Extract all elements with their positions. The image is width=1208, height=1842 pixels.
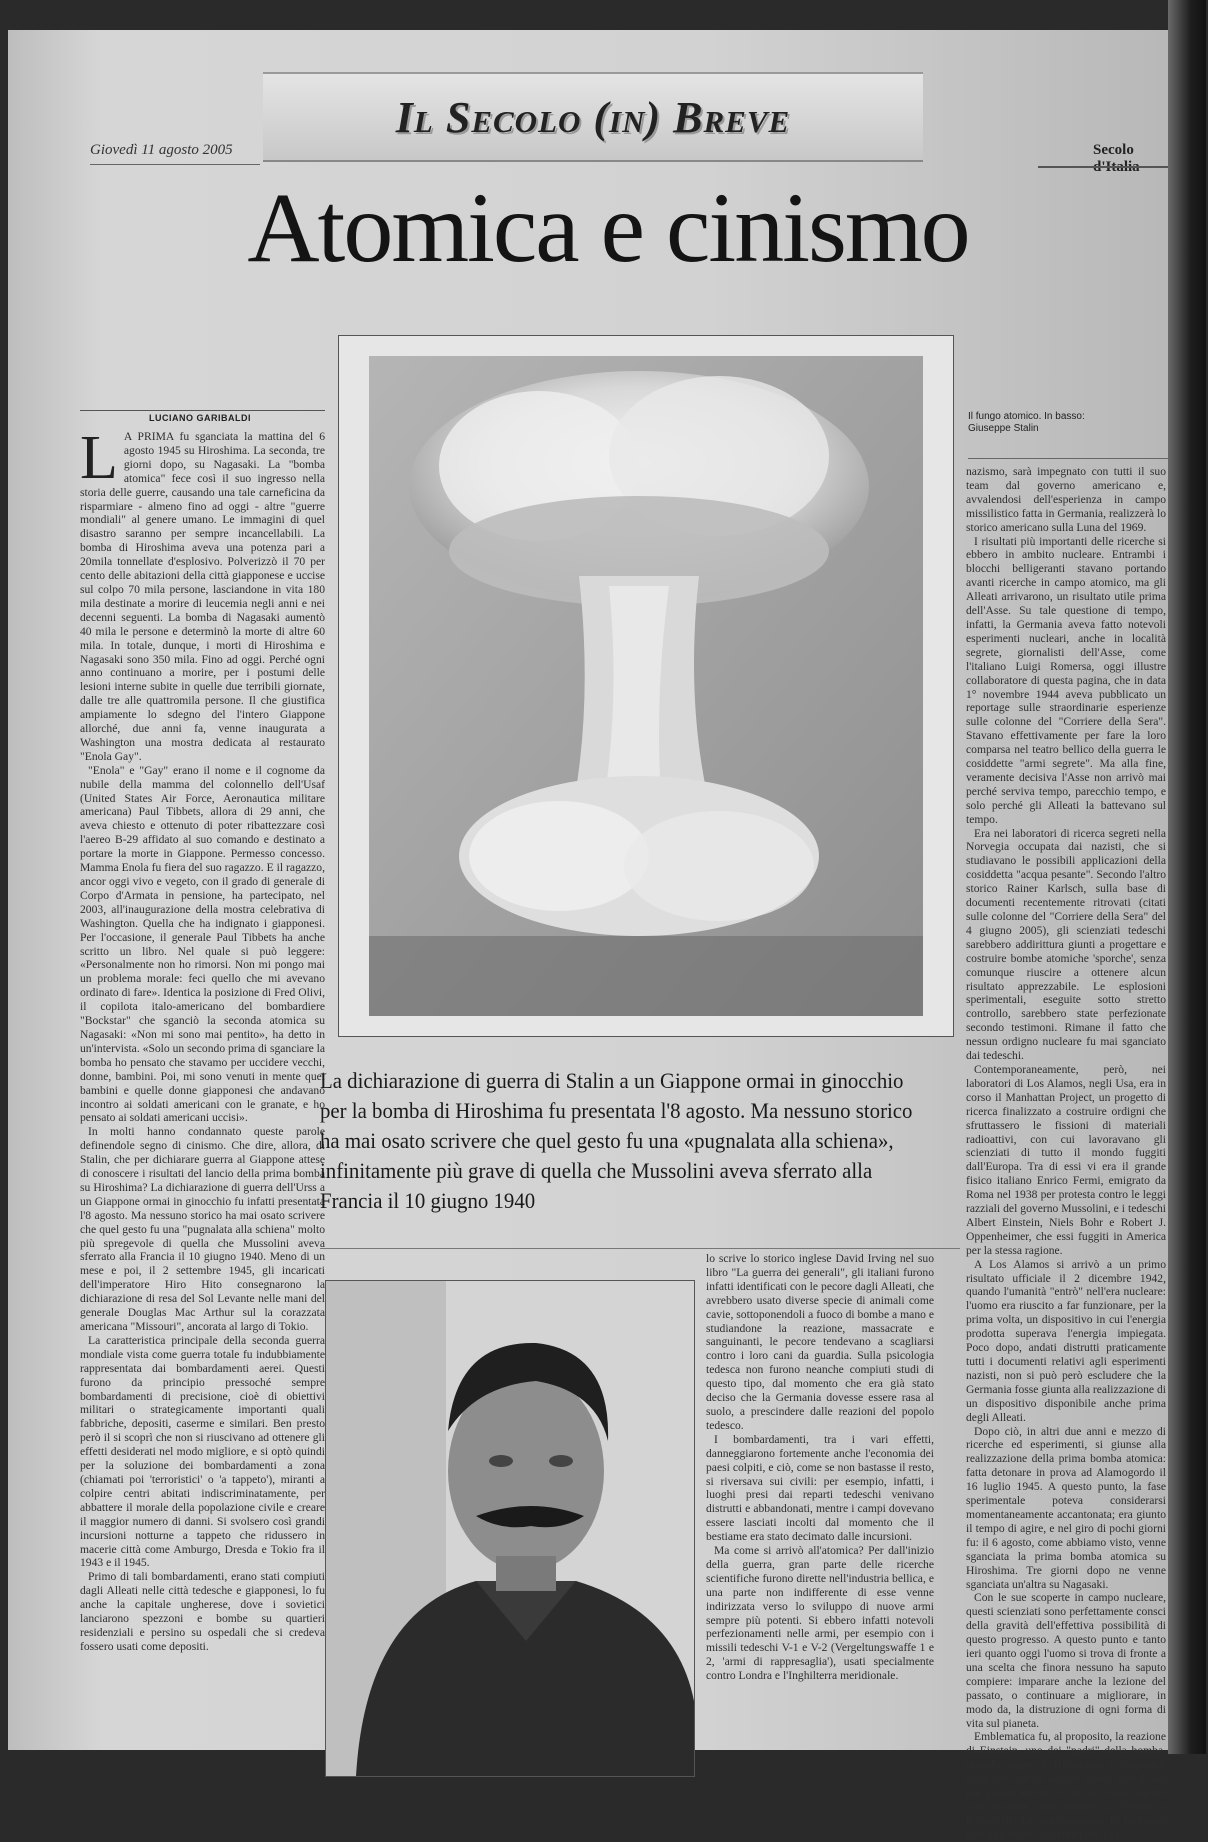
paragraph: In molti hanno condannato queste parole definendole segno di cinismo. Che dire, allora, di Stalin, che per dichiarare guerra al Giappone attese di conoscere i risultati del lancio della prima bomba su Hiroshima? La dichiarazione di guerra dell'Urss a un Giappone ormai in ginocchio fu infatti presentata l'8 agosto. Ma nessuno storico ha mai osato scrivere che quel gesto fu una "pugnalata alla schiena" molto più spregevole di quella che Mussolini aveva sferrato alla Francia il 10 giugno 1940. Meno di un mese e poi, il 2 settembre 1945, gli incaricati dell'imperatore Hiro Hito consegnarono la dichiarazione di resa del Sol Levante nelle mani del generale Douglas Mac Arthur sul la corazzata americana "Missouri", ancorata al largo di Tokio. [80, 1125, 325, 1333]
section-title: Il Secolo (in) Breve [395, 92, 791, 142]
paragraph: A Los Alamos si arrivò a un primo risultato ufficiale il 2 dicembre 1942, quando l'umanità "entrò" nell'era nucleare: l'uomo era riuscito a far funzionare, per la prima volta, un dispositivo in cui l'energia prodotta superava l'energia impiegata. Poco dopo, andati distrutti praticamente tutti i documenti relativi agli esperimenti nazisti, non si può però escludere che la Germania fosse giunta alla realizzazione di un dispositivo disponibile anche prima degli Alleati. [966, 1257, 1166, 1424]
caption-line: Il fungo atomico. In basso: [968, 411, 1085, 422]
paragraph: A PRIMA fu sganciata la mattina del 6 agosto 1945 su Hiroshima. La seconda, tre giorni dopo, su Nagasaki. La "bomba atomica" fece così il suo ingresso nella storia delle guerre, causando una tale carneficina da risparmiare - almeno fino ad oggi - altre "guerre mondiali" al genere umano. Le immagini di quel disastro saranno per sempre incancellabili. La bomba di Hiroshima aveva una potenza pari a 20mila tonnellate d'esplosivo. Polverizzò il 70 per cento delle abitazioni della città giapponese e uccise sul colpo 70 mila persone, lasciandone in vita 180 mila destinate a morire di leucemia negli anni e nei decenni seguenti. La bomba di Nagasaki aumentò 40 mila le persone e determinò la morte di altre 60 mila. In totale, dunque, i morti di Hiroshima e Nagasaki sono 350 mila. Fino ad oggi. Perché ogni anno continuano a morire, per i postumi delle lesioni interne subite in quelle due terribili giornate, dalle tre alle quattromila persone. Il che giustifica ampiamente lo sdegno del l'intero Giappone allorché, due anni fa, venne inaugurata a Washington una mostra dedicata al restaurato "Enola Gay". [80, 430, 325, 763]
paragraph: Era nei laboratori di ricerca segreti nella Norvegia occupata dai nazisti, che si studiavano le possibili applicazioni della cosiddetta "acqua pesante". Secondo l'altro storico Rainer Karlsch, sulla base di documenti recentemente ritrovati (citati sulle colonne del "Corriere della Sera" del 4 giugno 2005), gli scienziati tedeschi sarebbero addirittura giunti a progettare e costruire bombe atomiche 'sporche', senza comunque riuscire a ottenere alcun risultato apprezzabile. Le esplosioni sperimentali, eseguite sotto stretto controllo, sarebbero state perfezionate secondo testimoni. Rimane il fatto che nessun ordigno nucleare fu mai sganciato dai tedeschi. [966, 826, 1166, 1063]
article-headline: Atomica e cinismo [247, 172, 969, 283]
newspaper-page [8, 30, 1168, 1841]
paragraph: Ma come si arrivò all'atomica? Per dall'inizio della guerra, gran parte delle ricerche scientifiche furono dirette nell'industria bellica, e una parte non indifferente di esse venne indirizzata verso lo sviluppo di nuove armi sempre più potenti. Si ebbero infatti notevoli perfezionamenti nelle armi, per esempio con i missili tedeschi V-1 e V-2 (Vergeltungswaffe 1 e 2, 'armi di rappresaglia'), usati specialmente contro Londra e l'Inghilterra meridionale. [706, 1544, 934, 1683]
article-column-1 [80, 424, 325, 1775]
paragraph: I risultati più importanti delle ricerche si ebbero in ambito nucleare. Entrambi i blocchi belligeranti stavano portando avanti ricerche in campo atomico, ma gli Alleati arrivarono, un risultato utile prima dell'Asse. Su tale questione di tempo, infatti, la Germania aveva fatto notevoli esperimenti nucleari, anche in località segrete, giornalisti dell'Asse, come l'italiano Luigi Romersa, oggi illustre collaboratore di questa pagina, che in data 1° novembre 1944 aveva pubblicato un reportage sulle straordinarie esperienze sulle colonne del "Corriere della Sera". Stavano effettivamente per fare la loro comparsa nel teatro bellico della guerra le cosiddette "armi segrete". Ma alla fine, veramente decisiva l'Asse non arrivò mai perché serviva tempo, parecchio tempo, e solo perché gli Alleati la battevano sul tempo. [966, 534, 1166, 826]
stalin-portrait-image [326, 1281, 694, 1776]
paragraph: Emblematica fu, al proposito, la reazione di Einstein, uno dei "padri" della bomba, quando seppe di Hiroshima e Nagasaki: disse che quegli ordigni erano stati il suo più grande errore, e che se avesse saputo non avrebbe mai firmato la lettera a Roosevelt. La sua coscienza lo tormentò fino alla morte, avvenuta nel 1955. [966, 1730, 1166, 1841]
paragraph: nazismo, sarà impegnato con tutti il suo team dal governo americano e, avvalendosi dell'esperienza in campo missilistico fatta in Germania, realizzerà lo storico americano sulla Luna del 1969. [966, 465, 1166, 534]
mushroom-cloud-image [339, 336, 953, 1036]
date-divider [90, 164, 260, 165]
paragraph: Contemporaneamente, però, nei laboratori di Los Alamos, negli Usa, era in corso il Manhattan Project, un progetto di ricerca finalizzato a costruire ordigni che sfruttassero le fissioni di materiali radioattivi, con cui lavoravano gli scienziati di tutto il mondo fuggiti dall'Europa. Tra di essi vi era il grande fisico italiano Enrico Fermi, emigrato da Roma nel 1938 per protesta contro le leggi razziali del governo Mussolini, e i tedeschi Albert Einstein, Niels Bohr e Robert J. Oppenheimer, che essi fuggiti in America per la stessa ragione. [966, 1062, 1166, 1257]
caption-line: Giuseppe Stalin [968, 423, 1039, 434]
brand-divider [1038, 166, 1178, 168]
photo-caption [968, 411, 1168, 435]
pull-quote-divider [320, 1248, 960, 1249]
paragraph: Con le sue scoperte in campo nucleare, questi scienziati sono perfettamente consci della gravità dell'effettiva possibilità di questo progresso. A questo punto e tanto ieri quanto oggi l'uomo si trova di fronte a una scelta che finora nessuno ha saputo compiere: imparare anche la lezione del passato, o continuare a migliorare, in modo da, la distruzione di ogni forma di vita sul pianeta. [966, 1591, 1166, 1730]
paragraph: Dopo ciò, in altri due anni e mezzo di ricerche ed esperimenti, si giunse alla realizzazione della prima bomba atomica: fatta detonare in prova ad Alamogordo il 16 luglio 1945. A questo punto, la fase sperimentale poteva considerarsi momentaneamente accantonata; era giunto il tempo di agire, e nel giro di pochi giorni fu: il 6 agosto, come abbiamo visto, venne sganciata la prima bomba atomica su Hiroshima. Tre giorni dopo ne venne sganciata un'altra su Nagasaki. [966, 1424, 1166, 1591]
byline-divider [80, 410, 325, 411]
mushroom-cloud-photo [338, 335, 954, 1037]
author-byline: LUCIANO GARIBALDI [149, 413, 251, 423]
issue-date: Giovedì 11 agosto 2005 [90, 142, 233, 158]
newspaper-name: Secolo d'Italia [1093, 142, 1140, 175]
stalin-portrait-photo [325, 1280, 695, 1777]
section-masthead [263, 72, 923, 162]
article-column-4 [966, 465, 1166, 1841]
paragraph: lo scrive lo storico inglese David Irving nel suo libro "La guerra dei generali", gli italiani furono infatti identificati con le pecore dagli Alleati, che avrebbero usato diverse specie di animali come cavie, sottoponendoli a fuoco di bombe a mano e studiandone la reazione, massacrate e sanguinanti, le pecore tendevano a scagliarsi contro i loro cani da guardia. Sulla psicologia tedesca non furono neanche compiuti studi di questo tipo, dal momento che era già stato deciso che la Germania dovesse essere rasa al suolo, a prescindere dalle reazioni del popolo tedesco. [706, 1252, 934, 1432]
page-fold-shadow [1168, 0, 1206, 1754]
article-column-3 [706, 1252, 934, 1774]
drop-cap: L [80, 424, 118, 492]
pull-quote: La dichiarazione di guerra di Stalin a un Giappone ormai in ginocchio per la bomba di Hiroshima fu presentata l'8 agosto. Ma nessuno storico ha mai osato scrivere che quel gesto fu una «pugnalata alla schiena», infinitamente più grave di quella che Mussolini aveva sferrato alla Francia il 10 giugno 1940 [320, 1068, 913, 1213]
paragraph: La caratteristica principale della seconda guerra mondiale vista come guerra totale fu indubbiamente rappresentata dai bombardamenti aerei. Questi furono da principio pressoché sempre bombardamenti di precisione, cioè di obiettivi militari o strategicamente importanti quali fabbriche, depositi, caserme e similari. Ben presto però il si scoprì che non si riuscivano ad ottenere gli effetti desiderati nel modo migliore, e si optò quindi per la soluzione dei bombardamenti a zona (chiamati poi 'terroristici' o 'a tappeto'), miranti a colpire centri abitati indiscriminatamente, per abbattere il morale della popolazione civile e creare il maggior numero di danni. Si svolsero così grandi incursioni notturne a tappeto che ridussero in macerie città come Amburgo, Dresda e Tokio fra il 1943 e il 1945. [80, 1333, 325, 1570]
paragraph: "Enola" e "Gay" erano il nome e il cognome da nubile della mamma del colonnello dell'Usaf (United States Air Force, Aeronautica militare americana) Paul Tibbets, allora di 29 anni, che aveva chiesto e ottenuto di poter ribattezzare così l'aereo B-29 affidato al suo comando e destinato a portare la morte in Giappone. Permesso concesso. Mamma Enola fu fiera del suo ragazzo. E il ragazzo, ancor oggi vivo e vegeto, con il grado di generale di Corpo d'Armata in pensione, ha partecipato, nel 2003, all'inaugurazione della mostra celebrativa di Washington. Quella che ha indignato i giapponesi. Per l'occasione, il generale Paul Tibbets ha anche scritto un libro. Nel quale si può leggere: «Personalmente non ho rimorsi. Non mi pongo mai un problema morale: feci quello che mi avevano ordinato di fare». Identica la posizione di Fred Olivi, il copilota italo-americano del bombardiere "Bockstar" che sganciò la seconda atomica su Nagasaki: «Non mi sono mai pentito», ha detto in un'intervista. «Solo un secondo prima di sganciare la bomba ho pensato che stavamo per uccidere vecchi, donne, bambini. Poi, mi sono venuti in mente quei bambini e quelle donne giapponesi che andavano incontro ai soldati americani con le granate, e ho pensato ai soldati americani uccisi». [80, 763, 325, 1125]
paragraph: I bombardamenti, tra i vari effetti, danneggiarono fortemente anche l'economia dei paesi colpiti, e ciò, come se non bastasse il resto, si riversava sui civili: per esempio, infatti, i luoghi presi dai reparti tedeschi venivano distrutti e abbandonati, mentre i campi dovevano essere lasciati incolti dal momento che il bestiame era stato decimato dalle incursioni. [706, 1432, 934, 1544]
paragraph: Primo di tali bombardamenti, erano stati compiuti dagli Alleati nelle città tedesche e giapponesi, lo fu anche la capitale ungherese, dove i sovietici lanciarono spezzoni e bombe su quartieri residenziali e persino su ospedali che si credeva fossero usati come depositi. [80, 1570, 325, 1653]
caption-divider [968, 458, 1168, 459]
